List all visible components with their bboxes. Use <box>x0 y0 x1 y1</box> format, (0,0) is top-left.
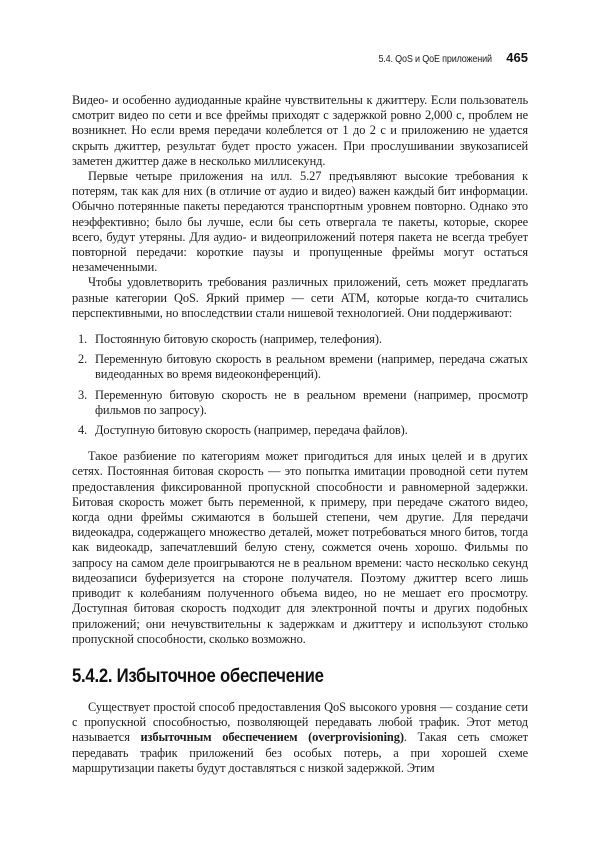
paragraph-category-usage: Такое разбиение по категориям может пригодиться для иных целей и в других сетях. Постоянная битовая скорость — это попытка имитации проводной сети путем предоставления фиксированной пропускной способности и равномерной задержки. Битовая скорость может быть переменной, к примеру, при передаче сжатого видео, когда одни фреймы сжимаются в большей степени, чем другие. Для передачи видеокадра, содержащего множество деталей, может потребоваться много битов, тогда как видеокадр, запечатлевший белую стену, сожмется очень хорошо. Фильмы по запросу на самом деле проигрываются не в реальном времени: часто несколько секунд видеозаписи буферизуется на стороне получателя. Поэтому джиттер всего лишь приводит к колебаниям полученного объема видео, но не мешает его просмотру. Доступная битовая скорость подходит для электронной почты и других подобных приложений; они нечувствительны к задержкам и джиттеру и используют столько пропускной способности, сколько возможно. <box>72 449 528 646</box>
paragraph-jitter: Видео- и особенно аудиоданные крайне чувствительны к джиттеру. Если пользователь смотрит видео по сети и все фреймы приходят с задержкой ровно 2,000 с, проблем не возникнет. Но если время передачи колеблется от 1 до 2 с и приложению не удается скрыть джиттер, результат будет просто ужасен. При прослушивании звукозаписей заметен джиттер даже в несколько миллисекунд. <box>72 93 528 168</box>
list-item-number: 3. <box>78 387 88 402</box>
list-item-text: Доступную битовую скорость (например, передача файлов). <box>95 423 408 438</box>
list-item-number: 2. <box>78 352 88 367</box>
list-item <box>72 352 528 382</box>
paragraph-qos-categories: Чтобы удовлетворить требования различных приложений, сеть может предлагать разные категории QoS. Яркий пример — сети ATM, которые когда-то считались перспективными, но впоследствии стали нишевой технологией. Они поддерживают: <box>72 275 528 320</box>
running-title: 5.4. QoS и QoE приложений <box>378 53 493 65</box>
overprovisioning-term: избыточным обеспечением (overprovisioning) <box>140 730 404 745</box>
list-item-number: 4. <box>78 423 88 438</box>
list-item <box>72 423 528 438</box>
page-number: 465 <box>506 50 528 65</box>
paragraph-overprovisioning <box>72 700 528 776</box>
list-item-text: Постоянную битовую скорость (например, телефония). <box>95 332 382 347</box>
overprovisioning-text-before: Существует простой способ предоставления QoS высокого уровня — создание сети с пропускной способностью, позволяющей передавать любой трафик. Этот метод называется <box>72 699 528 745</box>
section-heading: 5.4.2. Избыточное обеспечение <box>72 665 324 687</box>
qos-category-list <box>72 332 528 438</box>
list-item-text: Переменную битовую скорость в реальном времени (например, передача сжатых видеоданных во время видеоконференций). <box>95 352 528 382</box>
list-item-text: Переменную битовую скорость не в реальном времени (например, просмотр фильмов по запросу). <box>95 387 528 417</box>
overprovisioning-text-after: . Такая сеть сможет передавать трафик приложений без особых потерь, а при хорошей схеме маршрутизации пакеты будут доставляться с низкой задержкой. Этим <box>72 730 528 775</box>
paragraph-losses: Первые четыре приложения на илл. 5.27 предъявляют высокие требования к потерям, так как для них (в отличие от аудио и видео) важен каждый бит информации. Обычно потерянные пакеты передаются транспортным уровнем повторно. Однако это неэффективно; было бы лучше, если бы сеть отвергала те пакеты, которые, скорее всего, будут утеряны. Для аудио- и видеоприложений потеря пакета не всегда требует повторной передачи: короткие паузы и пропущенные фреймы могут остаться незамеченными. <box>72 169 528 275</box>
running-head <box>72 50 528 72</box>
body-text <box>72 93 528 776</box>
list-item-number: 1. <box>78 332 88 347</box>
book-page <box>72 50 528 776</box>
list-item <box>72 388 528 418</box>
list-item <box>72 332 528 347</box>
